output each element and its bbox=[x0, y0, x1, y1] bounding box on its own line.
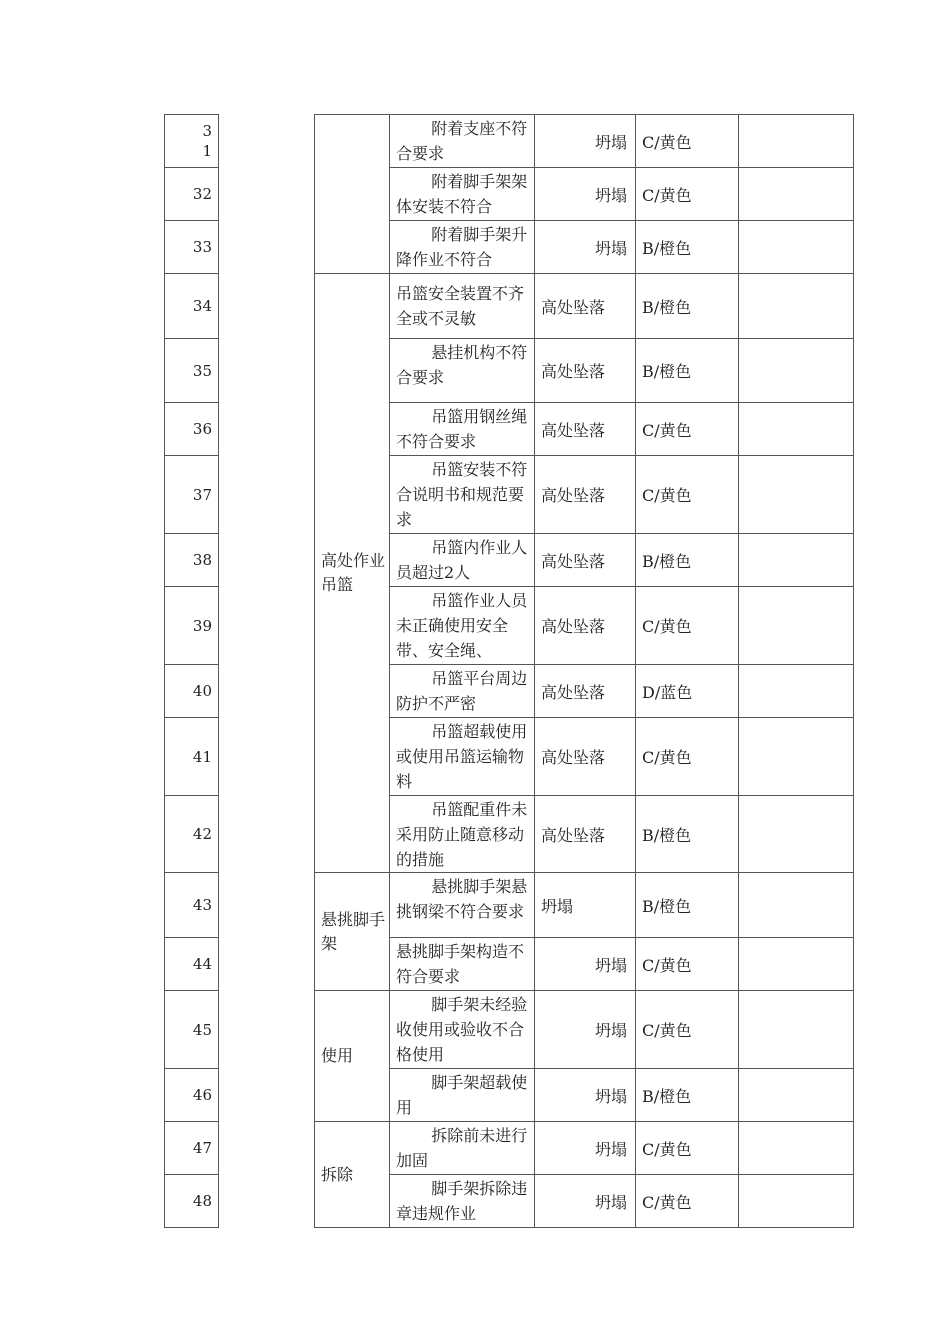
empty-cell bbox=[739, 221, 854, 274]
accident-type: 高处坠落 bbox=[535, 665, 636, 718]
hazard-item: 脚手架拆除违章违规作业 bbox=[396, 1178, 528, 1223]
hazard-table bbox=[314, 114, 854, 1228]
row-number: 37 bbox=[165, 456, 219, 534]
row-number: 3 1 bbox=[165, 115, 219, 168]
risk-level: B/橙色 bbox=[636, 221, 739, 274]
row-number: 33 bbox=[165, 221, 219, 274]
row-number: 47 bbox=[165, 1122, 219, 1175]
table-row bbox=[315, 1069, 854, 1122]
category-xuantiao: 悬挑脚手架 bbox=[315, 873, 390, 991]
empty-cell bbox=[739, 456, 854, 534]
hazard-item: 吊篮安装不符合说明书和规范要求 bbox=[396, 459, 528, 529]
table-row bbox=[315, 221, 854, 274]
hazard-item: 吊篮超载使用或使用吊篮运输物料 bbox=[396, 721, 528, 791]
empty-cell bbox=[739, 796, 854, 873]
empty-cell bbox=[739, 1175, 854, 1228]
risk-level: B/橙色 bbox=[636, 274, 739, 339]
risk-level: C/黄色 bbox=[636, 168, 739, 221]
accident-type: 高处坠落 bbox=[535, 718, 636, 796]
table-row bbox=[315, 168, 854, 221]
risk-level: B/橙色 bbox=[636, 534, 739, 587]
empty-cell bbox=[739, 938, 854, 991]
empty-cell bbox=[739, 665, 854, 718]
row-number: 41 bbox=[165, 718, 219, 796]
accident-type: 坍塌 bbox=[535, 168, 636, 221]
row-number: 40 bbox=[165, 665, 219, 718]
accident-type: 高处坠落 bbox=[535, 274, 636, 339]
row-number: 32 bbox=[165, 168, 219, 221]
row-number: 48 bbox=[165, 1175, 219, 1228]
accident-type: 坍塌 bbox=[535, 221, 636, 274]
row-number: 39 bbox=[165, 587, 219, 665]
accident-type: 高处坠落 bbox=[535, 534, 636, 587]
table-row bbox=[315, 456, 854, 534]
empty-cell bbox=[739, 873, 854, 938]
table-row bbox=[315, 115, 854, 168]
category-chaichu: 拆除 bbox=[315, 1122, 390, 1228]
table-row bbox=[315, 339, 854, 403]
hazard-item: 附着支座不符合要求 bbox=[396, 118, 528, 163]
hazard-item: 悬挑脚手架悬挑钢梁不符合要求 bbox=[396, 876, 528, 921]
row-number: 42 bbox=[165, 796, 219, 873]
hazard-item: 吊篮平台周边防护不严密 bbox=[396, 668, 528, 713]
empty-cell bbox=[739, 718, 854, 796]
table-row bbox=[315, 1122, 854, 1175]
row-number: 35 bbox=[165, 339, 219, 403]
risk-level: C/黄色 bbox=[636, 1175, 739, 1228]
risk-level: C/黄色 bbox=[636, 938, 739, 991]
row-number: 34 bbox=[165, 274, 219, 339]
accident-type: 高处坠落 bbox=[535, 796, 636, 873]
table-row bbox=[315, 274, 854, 339]
table-row bbox=[315, 403, 854, 456]
hazard-item: 悬挂机构不符合要求 bbox=[396, 342, 528, 387]
main-column bbox=[314, 114, 854, 1228]
accident-type: 坍塌 bbox=[535, 115, 636, 168]
empty-cell bbox=[739, 1122, 854, 1175]
hazard-item: 附着脚手架升降作业不符合 bbox=[396, 224, 528, 269]
empty-cell bbox=[739, 403, 854, 456]
table-row bbox=[315, 665, 854, 718]
risk-level: C/黄色 bbox=[636, 115, 739, 168]
table-row bbox=[315, 991, 854, 1069]
table-row bbox=[315, 718, 854, 796]
empty-cell bbox=[739, 274, 854, 339]
empty-cell bbox=[739, 1069, 854, 1122]
risk-level: C/黄色 bbox=[636, 403, 739, 456]
risk-level: B/橙色 bbox=[636, 873, 739, 938]
empty-cell bbox=[739, 168, 854, 221]
hazard-item: 附着脚手架架体安装不符合 bbox=[396, 171, 528, 216]
table-row bbox=[315, 534, 854, 587]
empty-cell bbox=[739, 991, 854, 1069]
risk-level: C/黄色 bbox=[636, 1122, 739, 1175]
hazard-item: 脚手架超载使用 bbox=[396, 1072, 528, 1117]
row-number: 43 bbox=[165, 873, 219, 938]
accident-type: 高处坠落 bbox=[535, 403, 636, 456]
category-cell-empty bbox=[315, 115, 390, 274]
risk-level: B/橙色 bbox=[636, 339, 739, 403]
hazard-item: 吊篮内作业人员超过2人 bbox=[396, 537, 528, 582]
row-number: 38 bbox=[165, 534, 219, 587]
hazard-item: 吊篮配重件未采用防止随意移动的措施 bbox=[396, 799, 528, 869]
accident-type: 高处坠落 bbox=[535, 456, 636, 534]
empty-cell bbox=[739, 339, 854, 403]
empty-cell bbox=[739, 115, 854, 168]
table-row bbox=[315, 796, 854, 873]
accident-type: 坍塌 bbox=[535, 938, 636, 991]
category-gaochu: 高处作业吊篮 bbox=[315, 274, 390, 873]
risk-level: B/橙色 bbox=[636, 1069, 739, 1122]
row-number: 45 bbox=[165, 991, 219, 1069]
hazard-item: 吊篮安全装置不齐全或不灵敏 bbox=[396, 284, 525, 328]
table-row bbox=[315, 1175, 854, 1228]
empty-cell bbox=[739, 534, 854, 587]
category-shiyong: 使用 bbox=[315, 991, 390, 1122]
number-column bbox=[164, 114, 219, 1228]
row-number: 44 bbox=[165, 938, 219, 991]
hazard-item: 吊篮用钢丝绳不符合要求 bbox=[396, 406, 528, 451]
table-row bbox=[315, 587, 854, 665]
table-row bbox=[315, 873, 854, 938]
accident-type: 坍塌 bbox=[535, 991, 636, 1069]
hazard-item: 拆除前未进行加固 bbox=[396, 1125, 528, 1170]
row-number: 36 bbox=[165, 403, 219, 456]
risk-level: D/蓝色 bbox=[636, 665, 739, 718]
accident-type: 高处坠落 bbox=[535, 587, 636, 665]
accident-type: 坍塌 bbox=[535, 1122, 636, 1175]
risk-level: B/橙色 bbox=[636, 796, 739, 873]
hazard-item: 悬挑脚手架构造不符合要求 bbox=[396, 942, 525, 986]
accident-type: 坍塌 bbox=[535, 873, 636, 938]
risk-level: C/黄色 bbox=[636, 587, 739, 665]
risk-level: C/黄色 bbox=[636, 718, 739, 796]
accident-type: 坍塌 bbox=[535, 1175, 636, 1228]
hazard-item: 吊篮作业人员未正确使用安全带、安全绳、 bbox=[396, 590, 528, 660]
row-number: 46 bbox=[165, 1069, 219, 1122]
accident-type: 高处坠落 bbox=[535, 339, 636, 403]
table-row bbox=[315, 938, 854, 991]
risk-level: C/黄色 bbox=[636, 456, 739, 534]
risk-level: C/黄色 bbox=[636, 991, 739, 1069]
accident-type: 坍塌 bbox=[535, 1069, 636, 1122]
empty-cell bbox=[739, 587, 854, 665]
number-table bbox=[164, 114, 219, 1228]
hazard-item: 脚手架未经验收使用或验收不合格使用 bbox=[396, 994, 528, 1064]
